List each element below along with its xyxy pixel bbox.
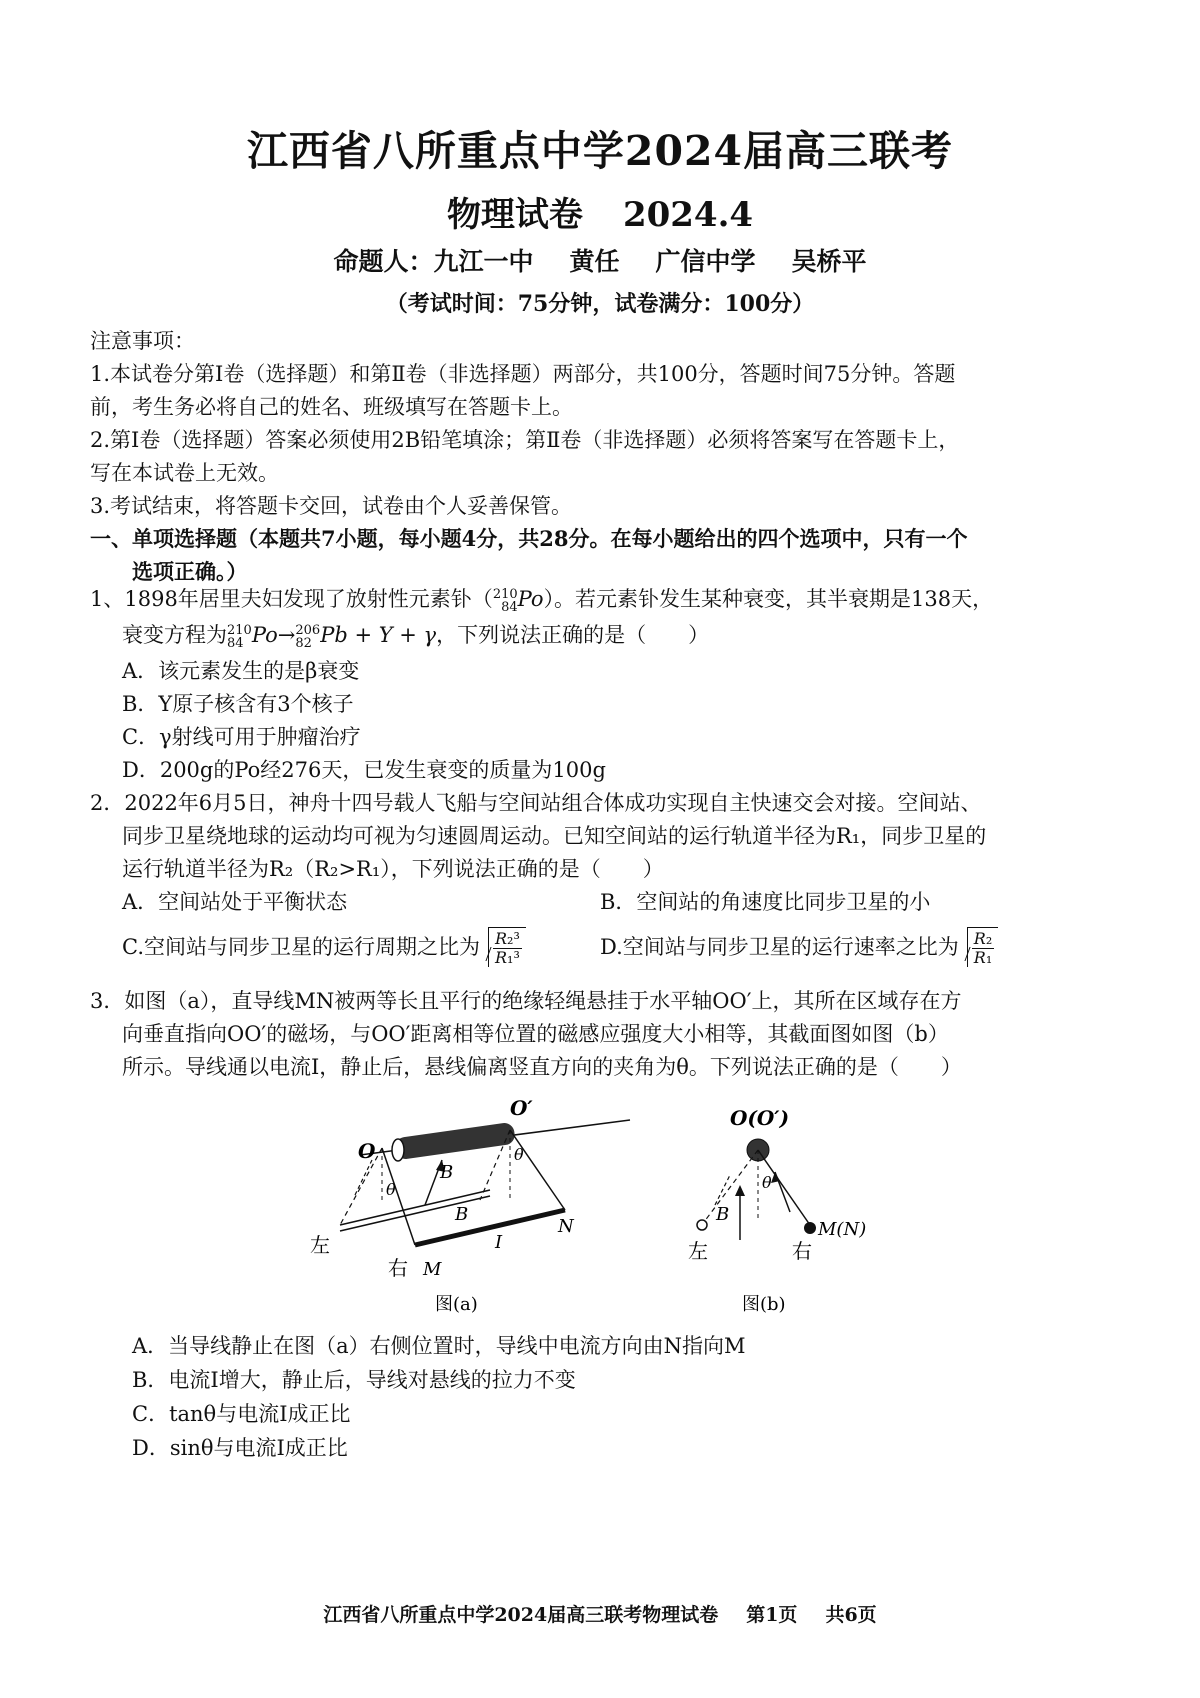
label-B-1: B [440,1162,454,1183]
q2-line3: 运行轨道半径为R₂（R₂>R₁），下列说法正确的是（ ） [122,857,664,881]
label-B-2: B [455,1204,469,1225]
note-1b: 前，考生务必将自己的姓名、班级填写在答题卡上。 [90,395,573,419]
q1-line1: 1、1898年居里夫妇发现了放射性元素钋（210 84Po）。若元素钋发生某种衰变，其半衰期是138天， [90,586,994,615]
q1-option-c: C．γ射线可用于肿瘤治疗 [122,725,361,749]
footer-title: 江西省八所重点中学2024届高三联考物理试卷 [323,1604,719,1626]
label-O-prime: O′ [510,1096,533,1120]
note-3: 3.考试结束，将答题卡交回，试卷由个人妥善保管。 [90,494,573,518]
q3-option-c: C．tanθ与电流I成正比 [132,1402,351,1426]
authors-label: 命题人：九江一中 [333,247,534,276]
q1-text-d: ，下列说法正确的是（ ） [436,623,710,647]
exam-info: （考试时间：75分钟，试卷满分：100分） [385,291,815,317]
q2-option-c [122,927,526,967]
q1-option-d: D．200g的Po经276天，已发生衰变的质量为100g [122,758,606,782]
exam-date: 2024.4 [622,195,754,235]
q2-line1: 2．2022年6月5日，神舟十四号载人飞船与空间站组合体成功实现自主快速交会对接。空间站、 [90,791,982,815]
label-theta-1: θ [386,1180,396,1199]
footer-total: 共6页 [825,1604,877,1626]
label-O: O [358,1139,376,1163]
note-2a: 2.第Ⅰ卷（选择题）答案必须使用2B铅笔填涂；第Ⅱ卷（非选择题）必须将答案写在答题卡上， [90,428,960,452]
q1-text-b: ）。若元素钋发生某种衰变，其半衰期是138天， [543,587,994,611]
note-2b: 写在本试卷上无效。 [90,461,279,485]
label-M: M [423,1259,442,1280]
subject: 物理试卷 [446,195,583,235]
q2-line2: 同步卫星绕地球的运动均可视为匀速圆周运动。已知空间站的运行轨道半径为R₁，同步卫星的 [122,824,987,848]
sqrt-icon: $\frac{\text{R₂}}{\text{R₁}}$ [967,927,998,967]
caption-a: 图(a) [435,1294,478,1315]
label-I: I [495,1232,503,1253]
school-2: 广信中学 [655,247,756,276]
q1-line2: 衰变方程为210 84 Po→206 82 Pb + Y + γ，下列说法正确的是（ ） [122,622,710,651]
q2-option-d-text: D.空间站与同步卫星的运行速率之比为 [600,935,959,959]
exam-subtitle [0,187,1200,236]
footer-page: 第1页 [746,1604,798,1626]
q1-text-c: 衰变方程为 [122,623,227,647]
figure-b [670,1090,890,1315]
axle-cylinder [394,1122,516,1160]
q3-line1: 3．如图（a），直导线MN被两等长且平行的绝缘轻绳悬挂于水平轴OO′上，其所在区域存在方 [90,989,962,1013]
label-O-O-prime: O(O′) [730,1106,790,1130]
q3-line3: 所示。导线通以电流I，静止后，悬线偏离竖直方向的夹角为θ。下列说法正确的是（ ） [122,1055,962,1079]
notes-heading: 注意事项： [90,329,195,353]
q3-line2: 向垂直指向OO′的磁场，与OO′距离相等位置的磁感应强度大小相等，其截面图如图（b） [122,1022,949,1046]
label-right-a: 右 [388,1256,408,1280]
q2-option-c-text: C.空间站与同步卫星的运行周期之比为 [122,935,480,959]
page-footer [0,1600,1200,1627]
q3-option-d: D．sinθ与电流I成正比 [132,1436,348,1460]
sqrt-icon: $\frac{\text{R₂³}}{\text{R₁³}}$ [488,927,526,967]
label-left-b: 左 [688,1239,708,1263]
label-right-b: 右 [792,1239,812,1263]
figure-a [300,1090,640,1315]
q1-text-a: 1、1898年居里夫妇发现了放射性元素钋（ [90,587,493,611]
q3-option-b: B．电流I增大，静止后，导线对悬线的拉力不变 [132,1368,576,1392]
section-heading: 一、单项选择题（本题共7小题，每小题4分，共28分。在每小题给出的四个选项中，只有一个 [90,526,968,551]
q2-option-d [600,927,998,967]
q2-option-b: B．空间站的角速度比同步卫星的小 [600,890,931,914]
q1-option-b: B．Y原子核含有3个核子 [122,692,354,716]
label-theta-2: θ [514,1145,524,1164]
exam-title: 江西省八所重点中学2024届高三联考 [246,127,954,175]
label-M-N: M(N) [818,1219,867,1240]
q3-option-a: A．当导线静止在图（a）右侧位置时，导线中电流方向由N指向M [132,1334,746,1358]
caption-b: 图(b) [742,1294,786,1315]
label-N: N [558,1216,574,1237]
note-1a: 1.本试卷分第Ⅰ卷（选择题）和第Ⅱ卷（非选择题）两部分，共100分，答题时间75分钟。答题 [90,362,956,386]
section-heading-cont: 选项正确。） [132,559,248,584]
author-1: 黄任 [569,247,620,276]
author-2: 吴桥平 [791,247,867,276]
label-B-b: B [716,1204,730,1225]
label-left-a: 左 [310,1233,330,1257]
q2-option-a: A．空间站处于平衡状态 [122,890,348,914]
authors-line [0,242,1200,278]
q1-option-a: A．该元素发生的是β衰变 [122,659,360,683]
label-theta-b: θ [762,1173,772,1192]
